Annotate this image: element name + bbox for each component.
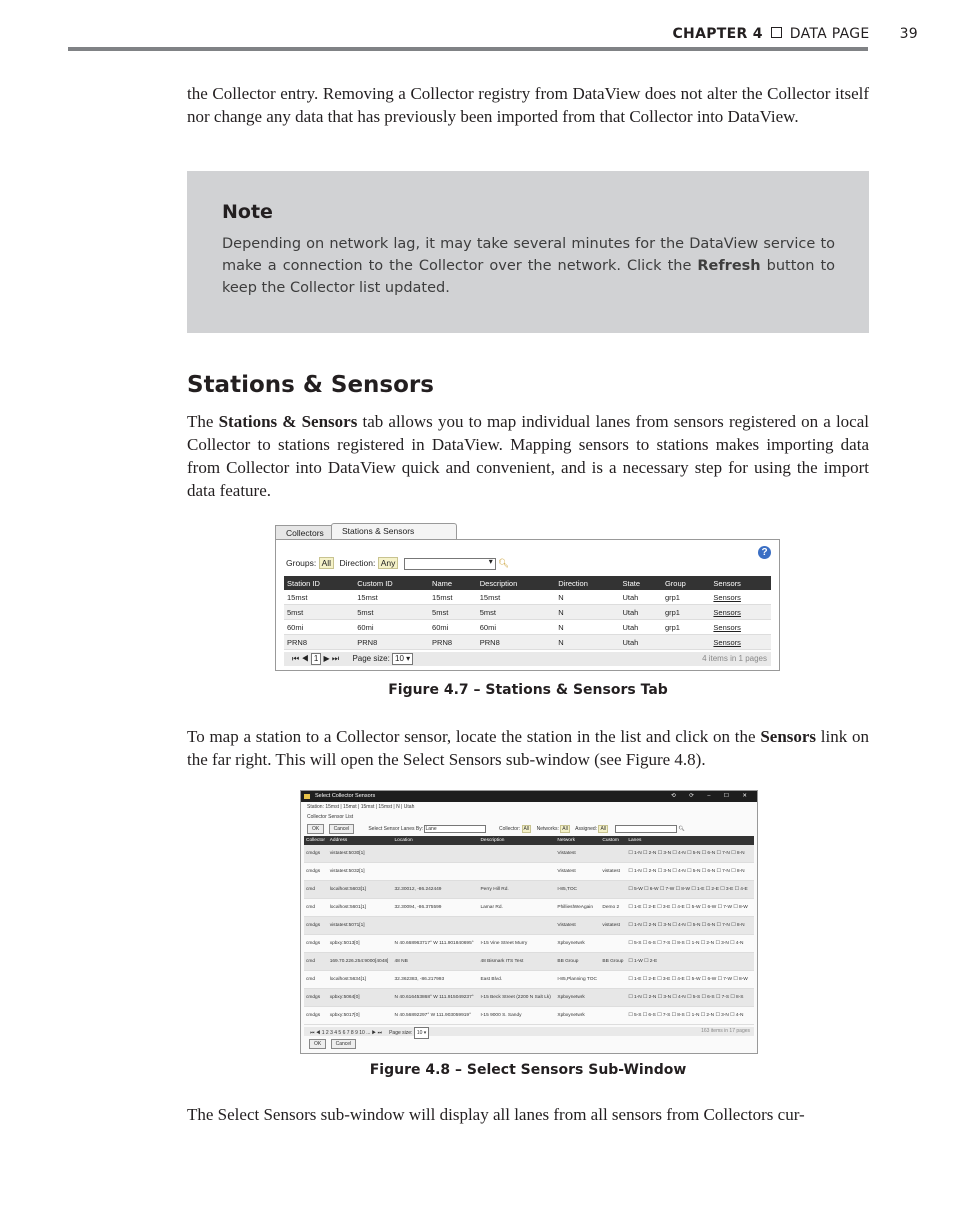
- lane-checkboxes[interactable]: ☐ 1-N ☐ 2-N ☐ 3-N ☐ 4-N ☐ 5-N ☐ 6-N ☐ 7-N ☐ 8-N: [626, 917, 754, 935]
- table-cell: 60mi: [284, 620, 354, 635]
- table-cell: [393, 863, 479, 881]
- table-cell: PhillieslWeAgain: [555, 899, 600, 917]
- search-dropdown-2[interactable]: [615, 825, 677, 833]
- figure-select-sensors-window: [300, 790, 758, 1054]
- paragraph-stations-sensors: [187, 410, 869, 502]
- table-cell: 5mst: [284, 605, 354, 620]
- table-cell: [710, 605, 771, 620]
- table-cell: [600, 1007, 626, 1025]
- column-header[interactable]: Sensors: [710, 576, 771, 590]
- table-cell: [478, 863, 555, 881]
- stations-table: [284, 576, 771, 650]
- table-cell: cmdgs: [304, 1007, 328, 1025]
- table-cell: cmdgs: [304, 935, 328, 953]
- table-cell: 5mst: [429, 605, 477, 620]
- table-cell: N 40.616453868° W 111.915049237°: [393, 989, 479, 1007]
- note-text-2: button to keep the Collector list updated.: [222, 258, 836, 296]
- table-cell: Xpbxynetwrk: [555, 935, 600, 953]
- window-titlebar: [301, 791, 757, 802]
- page-size-select[interactable]: 10 ▾: [392, 653, 413, 665]
- search-dropdown[interactable]: [404, 558, 496, 570]
- groups-filter[interactable]: All: [319, 557, 334, 569]
- column-header[interactable]: Collector: [304, 836, 328, 845]
- note-box: [187, 171, 869, 333]
- networks-label: Networks:: [536, 826, 559, 832]
- cancel-button[interactable]: Cancel: [331, 1039, 357, 1049]
- table-cell: [710, 620, 771, 635]
- table-cell: xpbxy:5017[0]: [328, 1007, 393, 1025]
- sensors-link[interactable]: Sensors: [713, 637, 741, 647]
- station-line: Station: 15mst | 15mst | 15mst | 15mst | N | Utah: [307, 804, 415, 810]
- table-cell: N 40.668963717° W 111.901840695°: [393, 935, 479, 953]
- lane-checkboxes[interactable]: ☐ 5-W ☐ 6-W ☐ 7-W ☐ 8-W ☐ 1-E ☐ 2-E ☐ 3-E ☐ 4-E: [626, 881, 754, 899]
- table-cell: xpbxy:5064[0]: [328, 989, 393, 1007]
- select-lanes-value: Lane: [425, 825, 437, 832]
- page-size-value-2: 10: [416, 1030, 423, 1036]
- pager-summary: 4 items in 1 pages: [702, 654, 767, 663]
- table-cell: 15mst: [284, 590, 354, 605]
- column-header[interactable]: Group: [662, 576, 710, 590]
- table-cell: PRN8: [429, 635, 477, 650]
- last-page-icon[interactable]: ⏭: [331, 654, 340, 663]
- table-cell: 169.70.226.254:9000[4048]: [328, 953, 393, 971]
- table-cell: localhost:5601[1]: [328, 899, 393, 917]
- tab-collectors[interactable]: Collectors: [275, 525, 333, 541]
- table-cell: 60mi: [429, 620, 477, 635]
- table-cell: vistatest:5030[1]: [328, 845, 393, 863]
- table-row[interactable]: [304, 899, 754, 917]
- note-refresh-bold: Refresh: [697, 258, 761, 274]
- table-cell: vistatest:5032[1]: [328, 863, 393, 881]
- page-links[interactable]: ⏮ ◀ 1 2 3 4 5 6 7 8 9 10 ... ▶ ⏭: [310, 1030, 383, 1036]
- direction-label: Direction:: [339, 558, 376, 568]
- sensors-table: [304, 836, 754, 1025]
- table-cell: East Blvd.: [478, 971, 555, 989]
- direction-filter[interactable]: Any: [378, 557, 399, 569]
- table-row[interactable]: [284, 590, 771, 605]
- table-cell: I-15 Vine Street Murry: [478, 935, 555, 953]
- window-controls-icon[interactable]: ⟲ ⟳ – ☐ ✕: [671, 793, 753, 799]
- table-cell: Lamar Rd.: [478, 899, 555, 917]
- figure-stations-sensors-tab: [275, 523, 780, 670]
- column-header[interactable]: Station ID: [284, 576, 354, 590]
- table-row[interactable]: [284, 605, 771, 620]
- table-cell: cmdgs: [304, 989, 328, 1007]
- column-header[interactable]: Network: [555, 836, 600, 845]
- table-cell: N: [555, 620, 619, 635]
- table-row[interactable]: [304, 971, 754, 989]
- table-cell: cmd: [304, 899, 328, 917]
- current-page[interactable]: 1: [311, 653, 321, 665]
- table-cell: [600, 989, 626, 1007]
- table-cell: Demo 2: [600, 899, 626, 917]
- column-header[interactable]: Description: [478, 836, 555, 845]
- table-cell: cmdgs: [304, 845, 328, 863]
- page-number: 39: [899, 26, 918, 42]
- table-cell: Utah: [620, 620, 662, 635]
- table-cell: [393, 917, 479, 935]
- table-cell: [600, 845, 626, 863]
- figure-4-7-caption: Figure 4.7 – Stations & Sensors Tab: [388, 682, 668, 698]
- window-title: Select Collector Sensors: [315, 793, 376, 799]
- column-header[interactable]: State: [620, 576, 662, 590]
- magnifier-icon-2[interactable]: 🔍︎: [678, 826, 685, 832]
- table-cell: cmdgs: [304, 863, 328, 881]
- collector-filter[interactable]: All: [523, 826, 530, 832]
- p3-text-2: link on the far right. This will open the Select Sensors sub-window (see Figure 4.8).: [187, 727, 870, 769]
- tab-panel: [275, 539, 780, 671]
- select-lanes-label: Select Sensor Lanes By:: [368, 826, 424, 832]
- sensors-link[interactable]: Sensors: [713, 592, 741, 602]
- table-cell: I-15 Beck Street (2200 N Salt Lk): [478, 989, 555, 1007]
- table-cell: [600, 935, 626, 953]
- paragraph-select-sensors: The Select Sensors sub-window will display all lanes from all sensors from Collectors cur-: [187, 1105, 805, 1124]
- magnifier-icon[interactable]: 🔍︎: [498, 558, 509, 568]
- page-size-label: Page size:: [352, 654, 390, 663]
- table-cell: I-85,TOC: [555, 881, 600, 899]
- table-cell: cmd: [304, 881, 328, 899]
- table-row[interactable]: [304, 989, 754, 1007]
- table-cell: [600, 971, 626, 989]
- sensor-toolbar: [301, 822, 757, 836]
- lane-checkboxes[interactable]: ☐ 1-E ☐ 2-E ☐ 3-E ☐ 4-E ☐ 5-W ☐ 6-W ☐ 7-W ☐ 8-W: [626, 899, 754, 917]
- ok-button[interactable]: OK: [309, 1039, 326, 1049]
- sensors-summary: 163 items in 17 pages: [701, 1028, 750, 1034]
- first-page-icon[interactable]: ⏮: [292, 654, 300, 663]
- table-cell: 48 NB: [393, 953, 479, 971]
- tab-stations-sensors[interactable]: Stations & Sensors: [331, 523, 457, 541]
- table-cell: PRN8: [477, 635, 556, 650]
- table-cell: I-85,Planning TOC: [555, 971, 600, 989]
- table-cell: 15mst: [477, 590, 556, 605]
- page-size-select-2[interactable]: 10 ▾: [414, 1027, 429, 1039]
- column-header[interactable]: Address: [328, 836, 393, 845]
- table-row[interactable]: [284, 620, 771, 635]
- lane-checkboxes[interactable]: ☐ 1-N ☐ 2-N ☐ 3-N ☐ 4-N ☐ 5-N ☐ 6-N ☐ 7-N ☐ 8-N: [626, 863, 754, 881]
- table-cell: [662, 635, 710, 650]
- table-cell: [600, 881, 626, 899]
- page-size-value: 10: [395, 654, 404, 663]
- next-page-icon[interactable]: ▶: [323, 654, 330, 663]
- table-cell: Vistatest: [555, 917, 600, 935]
- table-row[interactable]: [304, 845, 754, 863]
- table-cell: N 40.56892297° W 111.903059919°: [393, 1007, 479, 1025]
- paragraph-map-station: [187, 725, 869, 771]
- page-size-label-2: Page size:: [389, 1030, 413, 1036]
- column-header[interactable]: Description: [477, 576, 556, 590]
- table-row[interactable]: [284, 635, 771, 650]
- sensor-list-label: Collector Sensor List: [307, 814, 354, 820]
- table-cell: Utah: [620, 605, 662, 620]
- table-cell: 15mst: [354, 590, 429, 605]
- table-row[interactable]: [304, 1007, 754, 1025]
- table-cell: N: [555, 635, 619, 650]
- table-cell: localhost:5603[1]: [328, 881, 393, 899]
- sensors-link[interactable]: Sensors: [713, 622, 741, 632]
- lane-checkboxes[interactable]: ☐ 1-W ☐ 2-E: [626, 953, 754, 971]
- table-cell: 32.30012, -86.242449: [393, 881, 479, 899]
- column-header[interactable]: Name: [429, 576, 477, 590]
- table-cell: [710, 635, 771, 650]
- groups-label: Groups:: [286, 558, 317, 568]
- table-cell: Utah: [620, 590, 662, 605]
- note-text-1: Depending on network lag, it may take several minutes for the DataView service to make a connection to the Collector over the network. Click the: [222, 236, 835, 274]
- filter-bar: [286, 557, 509, 570]
- prev-page-icon[interactable]: ◀: [301, 654, 309, 663]
- column-header[interactable]: Lanes: [626, 836, 754, 845]
- column-header[interactable]: Custom ID: [354, 576, 429, 590]
- table-cell: vistatest:5071[1]: [328, 917, 393, 935]
- table-cell: grp1: [662, 590, 710, 605]
- table-cell: grp1: [662, 605, 710, 620]
- table-cell: 48 Bismark ITS Test: [478, 953, 555, 971]
- help-icon[interactable]: ?: [758, 546, 771, 559]
- table-cell: Xpbxynetwrk: [555, 1007, 600, 1025]
- table-cell: cmd: [304, 953, 328, 971]
- column-header[interactable]: Location: [393, 836, 479, 845]
- table-cell: 60mi: [354, 620, 429, 635]
- paragraph-collector-removal: the Collector entry. Removing a Collector registry from DataView does not alter the Collector itself nor change any data that has previously been imported from that Collector into DataView.: [187, 84, 869, 126]
- table-cell: Xpbxynetwrk: [555, 989, 600, 1007]
- note-body: [222, 233, 835, 299]
- p3-text-1: To map a station to a Collector sensor, locate the station in the list and click on the: [187, 727, 761, 746]
- running-header: [672, 26, 918, 42]
- lane-checkboxes[interactable]: ☐ 1-N ☐ 2-N ☐ 3-N ☐ 4-N ☐ 5-S ☐ 6-S ☐ 7-S ☐ 8-S: [626, 989, 754, 1007]
- p2-bold: Stations & Sensors: [218, 412, 358, 431]
- table-cell: N: [555, 605, 619, 620]
- table-cell: Vistatest: [555, 845, 600, 863]
- table-cell: vistatest: [600, 917, 626, 935]
- separator-box-icon: [771, 27, 782, 38]
- table-cell: vistatest: [600, 863, 626, 881]
- table-cell: 15mst: [429, 590, 477, 605]
- sensors-pager: [304, 1027, 754, 1036]
- p2-text-1: The: [187, 412, 219, 431]
- table-row[interactable]: [304, 863, 754, 881]
- table-cell: 32.30094, -86.375599: [393, 899, 479, 917]
- lane-checkboxes[interactable]: ☐ 5-S ☐ 6-S ☐ 7-S ☐ 8-S ☐ 1-N ☐ 2-N ☐ 3-N ☐ 4-N: [626, 1007, 754, 1025]
- select-lanes-dropdown[interactable]: [424, 825, 486, 833]
- table-row[interactable]: [304, 917, 754, 935]
- table-cell: xpbxy:5013[0]: [328, 935, 393, 953]
- table-cell: N: [555, 590, 619, 605]
- pager: [284, 652, 771, 666]
- p2-text-2: tab allows you to map individual lanes from sensors registered on a local Collector to stations registered in DataView. Mapping sensors to stations makes importing data from Collector into DataView quick and convenient, and is a necessary step for using the import data feature.: [187, 412, 869, 500]
- table-cell: cmdgs: [304, 917, 328, 935]
- page-header: [0, 0, 954, 60]
- table-cell: BB Group: [600, 953, 626, 971]
- cancel-button-top[interactable]: Cancel: [329, 824, 355, 834]
- table-cell: 5mst: [354, 605, 429, 620]
- collector-label: Collector:: [499, 826, 521, 832]
- figure-4-8-caption: Figure 4.8 – Select Sensors Sub-Window: [369, 1062, 687, 1078]
- p3-bold: Sensors: [760, 727, 817, 746]
- chapter-label: CHAPTER 4: [672, 26, 763, 42]
- table-cell: I-15 9000 S. Sandy: [478, 1007, 555, 1025]
- header-rule: [68, 47, 868, 51]
- bottom-buttons: [301, 1036, 757, 1052]
- table-cell: [478, 917, 555, 935]
- table-row[interactable]: [304, 935, 754, 953]
- lane-checkboxes[interactable]: ☐ 5-S ☐ 6-S ☐ 7-S ☐ 8-S ☐ 1-N ☐ 2-N ☐ 3-N ☐ 4-N: [626, 935, 754, 953]
- table-cell: 60mi: [477, 620, 556, 635]
- sensors-link[interactable]: Sensors: [713, 607, 741, 617]
- ok-button-top[interactable]: OK: [307, 824, 324, 834]
- pager-controls: [292, 652, 413, 666]
- sensors-header-row: [304, 836, 754, 845]
- table-cell: Vistatest: [555, 863, 600, 881]
- note-title: Note: [222, 201, 273, 223]
- table-cell: [393, 845, 479, 863]
- table-cell: [710, 590, 771, 605]
- networks-filter[interactable]: All: [562, 826, 568, 832]
- table-cell: BB Group: [555, 953, 600, 971]
- table-cell: PRN8: [354, 635, 429, 650]
- column-header[interactable]: Direction: [555, 576, 619, 590]
- table-row[interactable]: [304, 953, 754, 971]
- table-cell: 5mst: [477, 605, 556, 620]
- section-title: Stations & Sensors: [187, 372, 434, 398]
- section-label: DATA PAGE: [789, 26, 870, 42]
- table-cell: PRN8: [284, 635, 354, 650]
- table-cell: [478, 845, 555, 863]
- table-cell: Perry Hill Rd.: [478, 881, 555, 899]
- table-row[interactable]: [304, 881, 754, 899]
- assigned-filter[interactable]: All: [600, 826, 607, 832]
- lane-checkboxes[interactable]: ☐ 1-N ☐ 2-N ☐ 3-N ☐ 4-N ☐ 5-N ☐ 6-N ☐ 7-N ☐ 8-N: [626, 845, 754, 863]
- lane-checkboxes[interactable]: ☐ 1-E ☐ 2-E ☐ 3-E ☐ 4-E ☐ 5-W ☐ 6-W ☐ 7-W ☐ 8-W: [626, 971, 754, 989]
- window-icon: [304, 794, 310, 799]
- column-header[interactable]: Custom: [600, 836, 626, 845]
- table-cell: localhost:5634[1]: [328, 971, 393, 989]
- assigned-label: Assigned:: [575, 826, 598, 832]
- table-cell: grp1: [662, 620, 710, 635]
- stations-header-row: [284, 576, 771, 590]
- table-cell: 32.362383, -86.217993: [393, 971, 479, 989]
- table-cell: cmd: [304, 971, 328, 989]
- table-cell: Utah: [620, 635, 662, 650]
